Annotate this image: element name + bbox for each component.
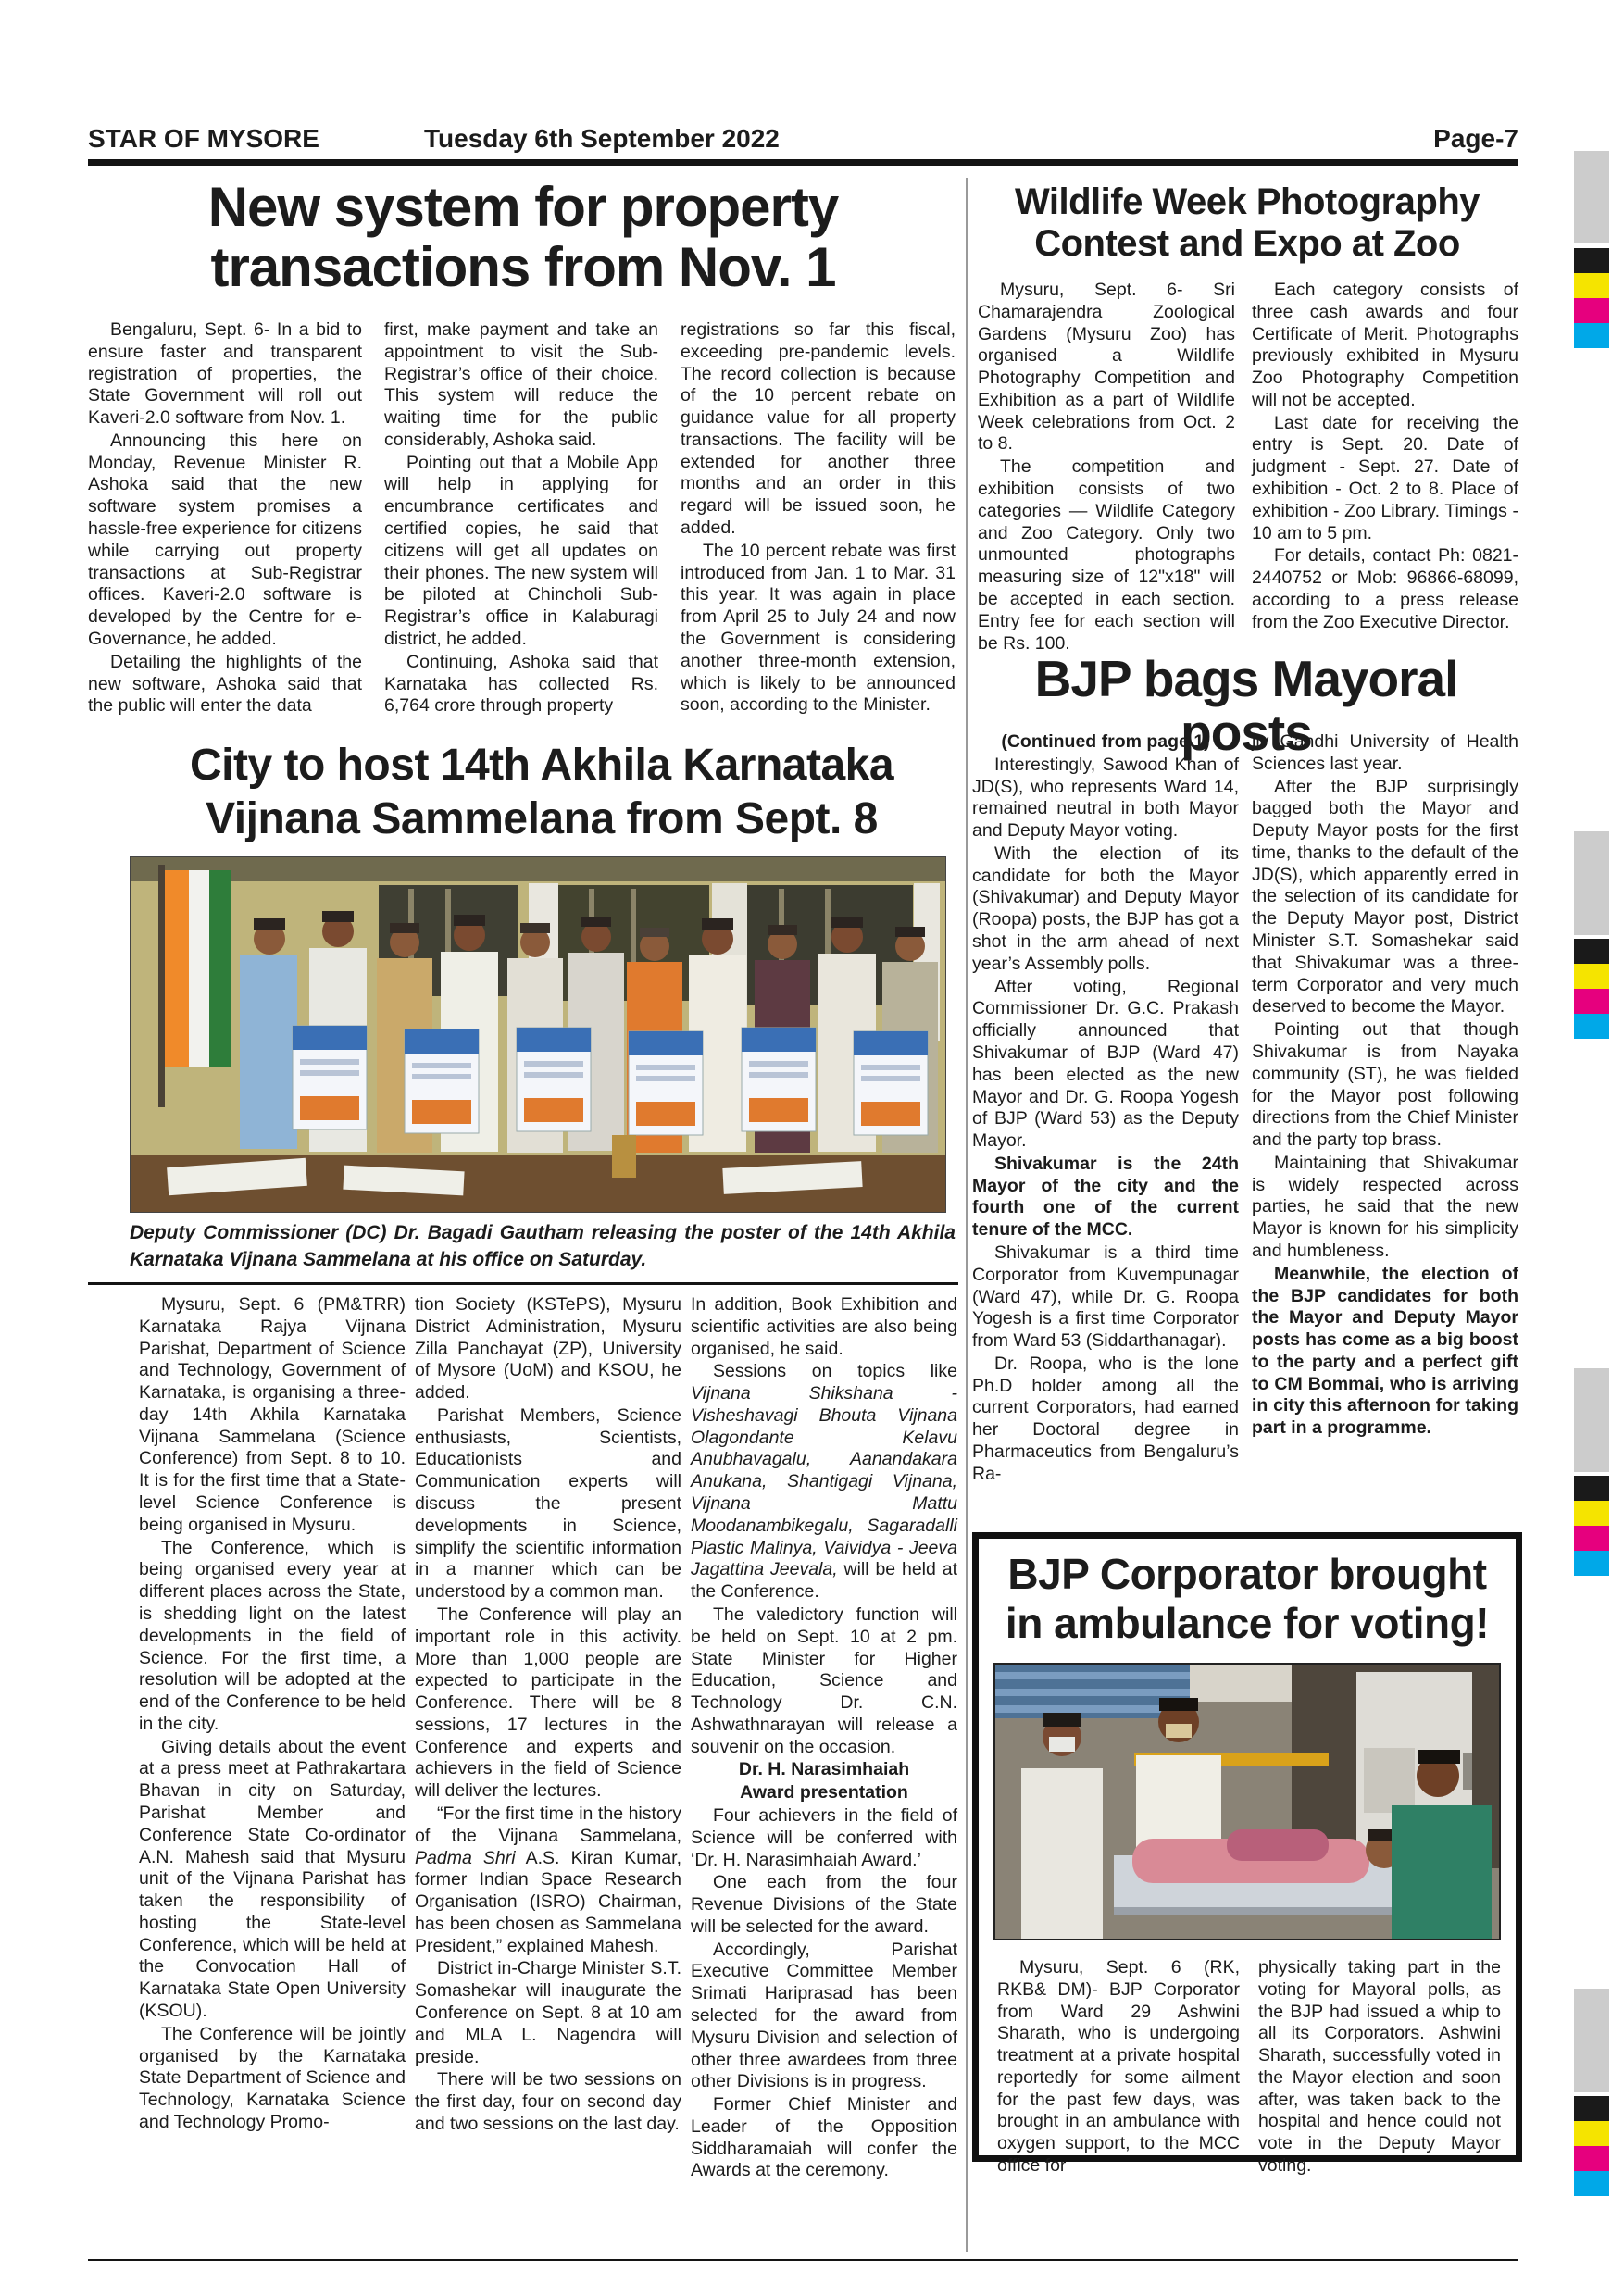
paragraph: Mysuru, Sept. 6- Sri Chamarajendra Zoological Gardens (Mysuru Zoo) has organised a Wildlife Photography Competition and Exhibition as a part of Wildlife Week celebrations from Oct. 2 to 8.: [978, 280, 1235, 455]
paragraph: Dr. Roopa, who is the lone Ph.D holder among all the current Corporators, had earned her Doctoral degree in Pharmaceutics from Bengaluru’s Ra-: [972, 1353, 1239, 1484]
ambulance-column-2: [1258, 1957, 1501, 2177]
paragraph: Last date for receiving the entry is Sept. 20. Date of judgment - Sept. 27. Date of exhibition - Oct. 2 to 8. Place of exhibition - Zoo Library. Timings - 10 am to 5 pm.: [1252, 412, 1518, 543]
paragraph-bold: Meanwhile, the election of the BJP candidates for both the Mayor and Deputy Mayor posts has come as a big boost to the party and a perfect gift to CM Bommai, who is arriving in city this afternoon for taking part in a programme.: [1252, 1263, 1518, 1439]
masthead-page-number: Page-7: [1433, 124, 1518, 153]
paragraph: physically taking part in the voting for Mayoral polls, as the BJP had issued a whip to all its Corporators. Ashwini Sharath, successfully voted in the Mayor election and soon after, was taken back to the hospital and hence could not vote in the Deputy Mayor voting.: [1258, 1957, 1501, 2177]
wildlife-headline: [974, 181, 1520, 265]
masthead-rule: [88, 159, 1518, 166]
city-column-3: [691, 1294, 957, 2220]
yellow-mark: [1574, 273, 1609, 298]
yellow-mark: [1574, 964, 1609, 989]
cyan-mark: [1574, 1551, 1609, 1576]
paragraph: Parishat Members, Science enthusiasts, Scientists, Educationists and Communication experts will discuss the present developments in Science, simplify the scientific information in a manner which can be understood by a common man.: [415, 1404, 681, 1603]
paragraph-text: “For the first time in the history of the Vijnana Sammelana,: [415, 1803, 681, 1846]
continued-note: (Continued from page 1): [1001, 731, 1210, 752]
italic-title: Padma Shri: [415, 1847, 516, 1868]
conference-photo: [130, 856, 946, 1213]
paragraph: [691, 1361, 957, 1603]
paragraph-bold: Shivakumar is the 24th Mayor of the city and the fourth one of the current tenure of the MCC.: [972, 1153, 1239, 1241]
property-column-2: [384, 319, 658, 738]
paragraph: The Conference, which is being organised every year at different places across the State, is shedding light on the latest developments in the field of Science. For the first time, a resolution will be adopted at the end of the Conference to be held in the city.: [139, 1537, 406, 1734]
gray-mark: [1574, 1368, 1609, 1472]
paragraph: [415, 1803, 681, 1957]
paragraph: registrations so far this fiscal, exceeding pre-pandemic levels. The record collection is because of the 10 percent rebate on guidance value for all property transactions. The facility will be extended for another three months and an order in this regard will be issued soon, he added.: [681, 319, 956, 539]
paragraph-text: will be held at the Conference.: [691, 1559, 957, 1603]
paragraph: Interestingly, Sawood Khan of JD(S), who represents Ward 14, remained neutral in both Mayor and Deputy Mayor voting.: [972, 754, 1239, 842]
ambulance-photo: [993, 1663, 1501, 1940]
mayoral-column-1: [972, 731, 1239, 1526]
ambulance-headline: [979, 1550, 1516, 1648]
paragraph: Former Chief Minister and Leader of the Opposition Siddharamaiah will confer the Awards at the ceremony.: [691, 2094, 957, 2181]
city-headline-line1: City to host 14th Akhila Karnataka: [189, 741, 894, 790]
masthead-title: STAR OF MYSORE: [88, 124, 319, 153]
wildlife-headline-line1: Wildlife Week Photography: [1014, 181, 1480, 222]
paragraph: Accordingly, Parishat Executive Committee Member Srimati Hariprasad has been selected for the award from Mysuru Division and selection of other three awardees from three other Divisions is in progress.: [691, 1939, 957, 2092]
paragraph: Shivakumar is a third time Corporator from Kuvempunagar (Ward 47), while Dr. G. Roopa Yogesh is a first time Corporator from Ward 53 (Siddarthanagar).: [972, 1242, 1239, 1352]
paragraph-text: Sessions on topics like: [713, 1361, 957, 1382]
bottom-rule: [88, 2259, 1518, 2261]
property-headline: [88, 178, 958, 298]
city-column-2: [415, 1294, 681, 2220]
wildlife-column-1: [978, 280, 1235, 654]
ambulance-column-1: [997, 1957, 1240, 2177]
paragraph: In addition, Book Exhibition and scientific activities are also being organised, he said.: [691, 1294, 957, 1359]
city-headline: [130, 739, 954, 845]
property-column-3: [681, 319, 956, 738]
paragraph: There will be two sessions on the first day, four on second day and two sessions on the last day.: [415, 2069, 681, 2134]
gray-mark: [1574, 1989, 1609, 2092]
paragraph: Pointing out that a Mobile App will help in applying for encumbrance certificates and certified copies, he said that citizens will get all updates on their phones. The new system will be piloted at Chincholi Sub-Registrar’s office in Kalaburagi district, he added.: [384, 452, 658, 649]
paragraph: Maintaining that Shivakumar is widely respected across parties, he said that the new Mayor is known for his simplicity and humbleness.: [1252, 1152, 1518, 1261]
yellow-mark: [1574, 2121, 1609, 2146]
magenta-mark: [1574, 2146, 1609, 2171]
magenta-mark: [1574, 298, 1609, 323]
subheading: Dr. H. Narasimhaiah: [738, 1759, 910, 1780]
city-headline-line2: Vijnana Sammelana from Sept. 8: [206, 793, 878, 843]
paragraph-text: A.S. Kiran Kumar, former Indian Space Research Organisation (ISRO) Chairman, has been chosen as Sammelana President,” explained Mahesh.: [415, 1847, 681, 1956]
black-mark: [1574, 2096, 1609, 2121]
paragraph: For details, contact Ph: 0821-2440752 or Mob: 96866-68099, according to a press release from the Zoo Executive Director.: [1252, 545, 1518, 632]
paragraph: The Conference will play an important role in this activity. More than 1,000 people are expected to participate in the Conference. There will be 8 sessions, 17 lectures in the Conference and experts and achievers in the field of Science will deliver the lectures.: [415, 1603, 681, 1802]
paragraph: Mysuru, Sept. 6 (PM&TRR) Karnataka Rajya Vijnana Parishat, Department of Science and Technology, Government of Karnataka, is organising a three-day 14th Akhila Karnataka Vijnana Sammelana (Science Conference) from Sept. 8 to 10. It is for the first time that a State-level Science Conference is being organised in Mysuru.: [139, 1294, 406, 1535]
paragraph: Each category consists of three cash awards and four Certificate of Merit. Photographs previously exhibited in Mysuru Zoo Photography Competition will not be accepted.: [1252, 280, 1518, 410]
paragraph: Mysuru, Sept. 6 (RK, RKB& DM)- BJP Corporator from Ward 29 Ashwini Sharath, who is undergoing treatment at a private hospital reportedly for some ailment for the past few days, was brought in an ambulance with oxygen support, to the MCC office for: [997, 1957, 1240, 2177]
conference-photo-illustration: [131, 857, 945, 1212]
wildlife-headline-line2: Contest and Expo at Zoo: [1034, 222, 1460, 264]
paragraph: first, make payment and take an appointment to visit the Sub-Registrar’s office of their choice. This system will reduce the waiting time for the public considerably, Ashoka said.: [384, 319, 658, 450]
magenta-mark: [1574, 1526, 1609, 1551]
conference-photo-caption: Deputy Commissioner (DC) Dr. Bagadi Gautham releasing the poster of the 14th Akhila Karnataka Vijnana Sammelana at his office on Saturday.: [130, 1222, 956, 1270]
paragraph: jiv Gandhi University of Health Sciences last year.: [1252, 731, 1518, 774]
black-mark: [1574, 248, 1609, 273]
yellow-mark: [1574, 1501, 1609, 1526]
paragraph: The valedictory function will be held on Sept. 10 at 2 pm. State Minister for Higher Education, Science and Technology Dr. C.N. Ashwathnarayan will release a souvenir on the occasion.: [691, 1603, 957, 1757]
property-headline-line1: New system for property: [207, 176, 839, 238]
ambulance-headline-line1: BJP Corporator brought: [1007, 1550, 1487, 1598]
gray-mark: [1574, 151, 1609, 243]
paragraph: The Conference will be jointly organised by the Karnataka State Department of Science and Technology, Karnataka Science and Technology Promo-: [139, 2023, 406, 2132]
paragraph: Giving details about the event at a press meet at Pathrakartara Bhavan in city on Saturday, Parishat Member and Conference State Co-ordinator A.N. Mahesh said that Mysuru unit of the Vijnana Parishat has taken the responsibility of hosting the State-level Conference, which will be held at the Convocation Hall of Karnataka State Open University (KSOU).: [139, 1736, 406, 2021]
mayoral-column-2: [1252, 731, 1518, 1526]
paragraph: One each from the four Revenue Divisions of the State will be selected for the award.: [691, 1872, 957, 1937]
wildlife-column-2: [1252, 280, 1518, 650]
city-column-1: [139, 1294, 406, 2220]
subheading: Award presentation: [740, 1782, 908, 1803]
black-mark: [1574, 939, 1609, 964]
paragraph: Pointing out that though Shivakumar is from Nayaka community (ST), he was fielded for the Mayor post following directions from the Chief Minister and the party top brass.: [1252, 1019, 1518, 1151]
paragraph: tion Society (KSTePS), Mysuru District Administration, Mysuru Zilla Panchayat (ZP), University of Mysore (UoM) and KSOU, he added.: [415, 1294, 681, 1404]
ambulance-photo-illustration: [995, 1665, 1499, 1939]
mayoral-headline: BJP bags Mayoral posts: [1034, 650, 1458, 761]
cyan-mark: [1574, 1014, 1609, 1039]
paragraph: With the election of its candidate for both the Mayor (Shivakumar) and Deputy Mayor (Roopa) posts, the BJP has got a shot in the arm ahead of next year’s Assembly polls.: [972, 842, 1239, 974]
property-column-1: [88, 319, 362, 738]
section-divider-rule: [966, 178, 968, 2252]
caption-rule: [88, 1282, 958, 1285]
paragraph: Bengaluru, Sept. 6- In a bid to ensure faster and transparent registration of properties, the State Government will roll out Kaveri-2.0 software from Nov. 1.: [88, 319, 362, 429]
gray-mark: [1574, 831, 1609, 935]
paragraph: After the BJP surprisingly bagged both the Mayor and Deputy Mayor posts for the first time, thanks to the default of the JD(S), which apparently erred in the selection of its candidate for the Deputy Mayor post, District Minister S.T. Somashekar said that Shivakumar was a three-term Corporator and very much deserved to become the Mayor.: [1252, 776, 1518, 1017]
cyan-mark: [1574, 2171, 1609, 2196]
paragraph: After voting, Regional Commissioner Dr. G.C. Prakash officially announced that Shivakumar of BJP (Ward 47) has been elected as the new Mayor and Dr. G. Roopa Yogesh of BJP (Ward 53) as the Deputy Mayor.: [972, 976, 1239, 1152]
property-headline-line2: transactions from Nov. 1: [210, 235, 836, 298]
black-mark: [1574, 1476, 1609, 1501]
paragraph: The 10 percent rebate was first introduced from Jan. 1 to Mar. 31 this year. It was again in place from April 25 to July 24 and now the Government is considering another three-month extension, which is likely to be announced soon, according to the Minister.: [681, 540, 956, 716]
italic-session-titles: Vijnana Shikshana - Visheshavagi Bhouta Vijnana Olagondante Kelavu Anubhavagalu, Aanandakara Anukana, Shantigagi Vijnana, Vijnana Mattu Moodanambikegalu, Sagaradalli Plastic Malinya, Vaividya - Jeeva Jagattina Jeevala,: [691, 1383, 957, 1580]
ambulance-article-box: [972, 1532, 1522, 2177]
paragraph: Four achievers in the field of Science will be conferred with ‘Dr. H. Narasimhaiah Award.’: [691, 1804, 957, 1870]
ambulance-headline-line2: in ambulance for voting!: [1005, 1598, 1490, 1647]
paragraph: Announcing this here on Monday, Revenue Minister R. Ashoka said that the new software system promises a hassle-free experience for citizens while carrying out property transactions at Sub-Registrar offices. Kaveri-2.0 software is developed by the Centre for e-Governance, he added.: [88, 430, 362, 649]
paragraph: Continuing, Ashoka said that Karnataka has collected Rs. 6,764 crore through property: [384, 651, 658, 717]
paragraph: Detailing the highlights of the new software, Ashoka said that the public will enter the data: [88, 651, 362, 717]
paragraph: District in-Charge Minister S.T. Somashekar will inaugurate the Conference on Sept. 8 at 10 am and MLA L. Nagendra will preside.: [415, 1958, 681, 2067]
paragraph: The competition and exhibition consists of two categories — Wildlife Category and Zoo Category. Only two unmounted photographs measuring size of 12"x18" will be accepted in each section. Entry fee for each section will be Rs. 100.: [978, 456, 1235, 654]
masthead-date: Tuesday 6th September 2022: [424, 124, 780, 153]
magenta-mark: [1574, 989, 1609, 1014]
cyan-mark: [1574, 323, 1609, 348]
